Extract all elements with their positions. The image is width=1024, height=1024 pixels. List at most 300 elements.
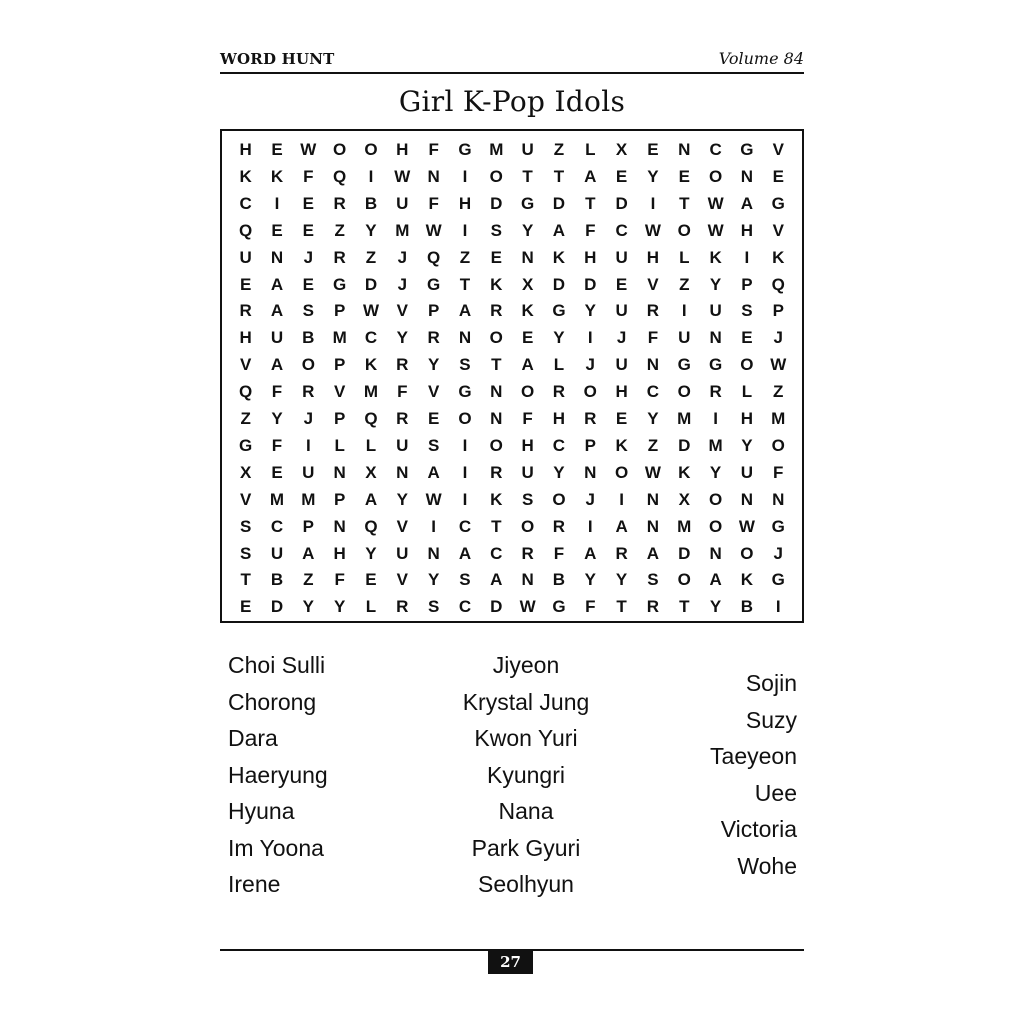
grid-letter: N bbox=[646, 516, 660, 536]
grid-letter: A bbox=[270, 355, 284, 375]
grid-letter: C bbox=[239, 193, 252, 213]
word-list-item: Kwon Yuri bbox=[474, 725, 578, 751]
grid-letter: Y bbox=[396, 328, 408, 348]
grid-letter: E bbox=[271, 220, 283, 240]
puzzle-title: Girl K-Pop Idols bbox=[398, 85, 626, 118]
grid-letter: G bbox=[771, 570, 785, 590]
grid-letter: J bbox=[397, 274, 408, 294]
grid-letter: A bbox=[364, 489, 378, 509]
grid-letter: U bbox=[396, 543, 409, 563]
grid-letter: G bbox=[239, 435, 253, 455]
volume-label: Volume 84 bbox=[718, 49, 804, 68]
grid-letter: C bbox=[458, 516, 472, 536]
grid-letter: M bbox=[269, 489, 285, 509]
grid-letter: B bbox=[740, 597, 754, 617]
grid-letter: B bbox=[302, 328, 315, 348]
grid-letter: D bbox=[584, 274, 597, 294]
grid-row bbox=[230, 405, 794, 432]
grid-letter: N bbox=[584, 462, 597, 482]
word-list-item: Suzy bbox=[745, 706, 797, 733]
grid-letter: O bbox=[677, 382, 691, 402]
grid-letter: Y bbox=[709, 597, 722, 617]
grid-letter: R bbox=[396, 597, 409, 617]
grid-letter: T bbox=[491, 516, 502, 536]
grid-letter: D bbox=[490, 597, 503, 617]
grid-letter: S bbox=[302, 301, 314, 321]
grid-letter: H bbox=[239, 328, 252, 348]
grid-letter: S bbox=[741, 301, 753, 321]
grid-letter: Y bbox=[584, 301, 596, 321]
grid-letter: E bbox=[302, 193, 314, 213]
word-list-item: Seolhyun bbox=[478, 871, 574, 897]
grid-letter: V bbox=[427, 382, 440, 402]
grid-letter: A bbox=[270, 274, 284, 294]
grid-letter: G bbox=[427, 274, 441, 294]
grid-letter: B bbox=[270, 570, 284, 590]
grid-letter: M bbox=[677, 409, 692, 428]
grid-letter: A bbox=[490, 570, 503, 590]
grid-letter: O bbox=[552, 489, 566, 509]
grid-letter: A bbox=[552, 220, 566, 240]
grid-letter: K bbox=[740, 570, 754, 590]
grid-letter: W bbox=[300, 140, 317, 159]
grid-row bbox=[230, 136, 794, 163]
grid-letter: K bbox=[270, 166, 284, 186]
word-list-item: Dara bbox=[228, 725, 278, 751]
grid-row bbox=[230, 163, 794, 190]
grid-letter: U bbox=[615, 355, 628, 375]
grid-letter: L bbox=[679, 247, 690, 267]
grid-letter: J bbox=[303, 409, 314, 428]
grid-letter: S bbox=[490, 220, 502, 240]
grid-letter: E bbox=[302, 220, 314, 240]
grid-letter: A bbox=[615, 516, 628, 536]
word-list-item: Choi Sulli bbox=[228, 652, 326, 678]
grid-letter: Z bbox=[334, 220, 345, 240]
grid-letter: J bbox=[616, 328, 627, 348]
grid-letter: F bbox=[553, 543, 565, 563]
grid-letter: N bbox=[740, 489, 754, 509]
grid-letter: O bbox=[458, 409, 472, 428]
word-list-item: Park Gyuri bbox=[471, 834, 581, 861]
grid-letter: O bbox=[301, 355, 315, 375]
grid-letter: D bbox=[552, 193, 566, 213]
grid-letter: Y bbox=[302, 597, 314, 617]
grid-letter: D bbox=[270, 597, 284, 617]
grid-letter: F bbox=[522, 409, 533, 428]
grid-letter: N bbox=[772, 489, 785, 509]
grid-letter: Y bbox=[647, 166, 659, 186]
grid-letter: Y bbox=[584, 570, 596, 590]
grid-letter: J bbox=[773, 328, 783, 348]
grid-letter: U bbox=[615, 301, 628, 321]
grid-letter: I bbox=[619, 489, 624, 509]
grid-letter: R bbox=[490, 301, 503, 321]
grid-letter: Q bbox=[239, 382, 253, 402]
word-list-item: Wohe bbox=[737, 852, 797, 879]
grid-letter: M bbox=[677, 516, 692, 536]
grid-letter: O bbox=[771, 435, 785, 455]
grid-letter: Y bbox=[553, 328, 565, 348]
grid-letter: P bbox=[333, 355, 346, 375]
grid-letter: I bbox=[462, 462, 468, 482]
grid-letter: K bbox=[490, 274, 503, 294]
grid-letter: Y bbox=[365, 543, 377, 563]
grid-letter: R bbox=[646, 301, 660, 321]
grid-letter: I bbox=[681, 301, 687, 321]
grid-letter: N bbox=[427, 543, 440, 563]
grid-letter: U bbox=[709, 301, 722, 321]
grid-letter: U bbox=[521, 462, 534, 482]
grid-letter: Z bbox=[679, 274, 690, 294]
grid-letter: O bbox=[708, 489, 723, 509]
grid-letter: O bbox=[333, 140, 347, 159]
grid-letter: D bbox=[364, 274, 378, 294]
series-title: WORD HUNT bbox=[220, 50, 335, 68]
grid-letter: O bbox=[677, 220, 691, 240]
grid-letter: E bbox=[647, 140, 659, 159]
grid-letter: A bbox=[270, 301, 284, 321]
grid-letter: R bbox=[552, 382, 566, 402]
grid-letter: W bbox=[362, 301, 379, 321]
grid-letter: X bbox=[615, 140, 628, 159]
grid-letter: O bbox=[489, 328, 503, 348]
grid-letter: E bbox=[615, 409, 628, 428]
grid-row bbox=[230, 271, 794, 298]
grid-letter: C bbox=[364, 328, 378, 348]
grid-letter: E bbox=[302, 274, 314, 294]
grid-letter: N bbox=[646, 489, 660, 509]
grid-letter: Y bbox=[427, 355, 440, 375]
grid-row bbox=[230, 324, 794, 351]
grid-letter: U bbox=[239, 247, 252, 267]
grid-letter: N bbox=[427, 166, 440, 186]
grid-letter: V bbox=[396, 301, 408, 321]
grid-letter: Z bbox=[647, 435, 659, 455]
grid-letter: R bbox=[552, 516, 566, 536]
grid-letter: B bbox=[552, 570, 566, 590]
grid-letter: T bbox=[616, 597, 627, 617]
grid-letter: G bbox=[552, 301, 566, 321]
grid-letter: V bbox=[647, 274, 659, 294]
word-list-column-1 bbox=[228, 647, 428, 903]
grid-letter: N bbox=[396, 462, 409, 482]
grid-letter: T bbox=[553, 166, 565, 186]
grid-letter: I bbox=[462, 489, 468, 509]
grid-letter: G bbox=[333, 274, 347, 294]
grid-letter: P bbox=[333, 489, 346, 509]
grid-letter: A bbox=[709, 570, 722, 590]
grid-letter: M bbox=[395, 220, 410, 240]
grid-letter: F bbox=[428, 140, 439, 159]
grid-row bbox=[230, 378, 794, 405]
word-list-item: Uee bbox=[754, 779, 797, 806]
grid-letter: P bbox=[302, 516, 314, 536]
grid-letter: L bbox=[365, 597, 377, 617]
grid-letter: Y bbox=[333, 597, 346, 617]
page-number: 27 bbox=[488, 951, 533, 974]
grid-letter: E bbox=[772, 166, 784, 186]
grid-letter: K bbox=[364, 355, 378, 375]
grid-letter: Y bbox=[396, 489, 408, 509]
grid-letter: T bbox=[491, 355, 502, 375]
grid-letter: O bbox=[708, 166, 723, 186]
grid-letter: H bbox=[646, 247, 660, 267]
grid-letter: A bbox=[584, 543, 597, 563]
grid-letter: C bbox=[709, 140, 722, 159]
grid-letter: F bbox=[428, 193, 439, 213]
grid-letter: G bbox=[677, 355, 691, 375]
grid-letter: A bbox=[302, 543, 315, 563]
grid-letter: H bbox=[239, 140, 252, 159]
grid-letter: C bbox=[646, 382, 660, 402]
grid-letter: D bbox=[615, 193, 628, 213]
grid-letter: M bbox=[489, 140, 504, 159]
grid-letter: E bbox=[615, 166, 628, 186]
grid-letter: G bbox=[771, 516, 785, 536]
grid-letter: Y bbox=[521, 220, 534, 240]
page-header bbox=[220, 48, 804, 74]
grid-letter: I bbox=[587, 328, 593, 348]
grid-letter: A bbox=[521, 355, 534, 375]
grid-letter: W bbox=[707, 220, 724, 240]
grid-letter: Y bbox=[553, 462, 565, 482]
grid-letter: W bbox=[425, 489, 442, 509]
grid-letter: Q bbox=[364, 516, 378, 536]
grid-letter: U bbox=[302, 462, 315, 482]
grid-letter: N bbox=[646, 355, 660, 375]
grid-letter: H bbox=[740, 220, 754, 240]
grid-letter: T bbox=[240, 570, 251, 590]
grid-row bbox=[230, 593, 794, 620]
grid-letter: D bbox=[678, 543, 691, 563]
grid-letter: W bbox=[519, 597, 536, 617]
grid-letter: Y bbox=[647, 409, 659, 428]
grid-letter: V bbox=[396, 516, 408, 536]
grid-letter: L bbox=[553, 355, 565, 375]
grid-letter: N bbox=[490, 409, 503, 428]
grid-row bbox=[230, 244, 794, 271]
word-list-item: Kyungri bbox=[487, 761, 565, 788]
grid-letter: N bbox=[270, 247, 284, 267]
grid-letter: R bbox=[490, 462, 503, 482]
grid-letter: Y bbox=[427, 570, 440, 590]
grid-letter: Y bbox=[365, 220, 377, 240]
grid-letter: F bbox=[334, 570, 345, 590]
grid-letter: H bbox=[552, 409, 566, 428]
grid-letter: I bbox=[744, 247, 750, 267]
grid-letter: F bbox=[647, 328, 659, 348]
grid-letter: W bbox=[707, 193, 724, 213]
grid-letter: J bbox=[397, 247, 408, 267]
grid-letter: G bbox=[740, 140, 754, 159]
grid-letter: U bbox=[270, 543, 284, 563]
grid-letter: Q bbox=[771, 274, 785, 294]
grid-row bbox=[230, 459, 794, 486]
grid-letter: C bbox=[270, 516, 284, 536]
grid-letter: H bbox=[458, 193, 472, 213]
grid-letter: M bbox=[771, 409, 786, 428]
grid-letter: A bbox=[427, 462, 440, 482]
grid-letter: H bbox=[740, 409, 754, 428]
word-list-item: Victoria bbox=[720, 816, 797, 842]
grid-letter: Y bbox=[709, 462, 722, 482]
grid-letter: Z bbox=[240, 409, 251, 428]
grid-letter: Z bbox=[773, 382, 784, 402]
grid-letter: C bbox=[552, 435, 566, 455]
grid-letter: X bbox=[678, 489, 690, 509]
grid-letter: I bbox=[587, 516, 593, 536]
grid-letter: P bbox=[741, 274, 753, 294]
grid-letter: G bbox=[708, 355, 723, 375]
grid-letter: K bbox=[615, 435, 628, 455]
grid-letter: A bbox=[458, 543, 472, 563]
grid-letter: T bbox=[522, 166, 533, 186]
grid-letter: S bbox=[521, 489, 534, 509]
grid-letter: Q bbox=[333, 166, 347, 186]
grid-letter: Z bbox=[553, 140, 565, 159]
grid-letter: F bbox=[585, 220, 596, 240]
grid-letter: W bbox=[644, 220, 661, 240]
word-list-item: Taeyeon bbox=[710, 743, 797, 769]
grid-letter: O bbox=[521, 382, 535, 402]
grid-row bbox=[230, 351, 794, 378]
grid-letter: J bbox=[773, 543, 783, 563]
grid-letter: G bbox=[521, 193, 535, 213]
grid-row bbox=[230, 540, 794, 567]
grid-letter: N bbox=[709, 328, 722, 348]
grid-letter: U bbox=[396, 193, 409, 213]
grid-letter: A bbox=[584, 166, 597, 186]
grid-letter: L bbox=[741, 382, 753, 402]
grid-row bbox=[230, 297, 794, 324]
grid-letter: R bbox=[646, 597, 660, 617]
grid-letter: R bbox=[333, 193, 346, 213]
grid-letter: K bbox=[772, 247, 785, 267]
grid-letter: E bbox=[271, 462, 283, 482]
grid-letter: F bbox=[773, 462, 784, 482]
grid-letter: O bbox=[583, 382, 597, 402]
grid-letter: U bbox=[521, 140, 534, 159]
grid-letter: V bbox=[772, 140, 784, 159]
grid-letter: Z bbox=[365, 247, 377, 267]
grid-letter: F bbox=[303, 166, 314, 186]
grid-letter: F bbox=[271, 435, 283, 455]
grid-letter: R bbox=[427, 328, 440, 348]
grid-letter: N bbox=[333, 516, 346, 536]
grid-letter: E bbox=[615, 274, 628, 294]
grid-letter: W bbox=[644, 462, 661, 482]
grid-letter: R bbox=[709, 382, 722, 402]
grid-letter: Q bbox=[239, 220, 253, 240]
grid-letter: O bbox=[614, 462, 629, 482]
grid-letter: K bbox=[239, 166, 252, 186]
grid-letter: P bbox=[584, 435, 596, 455]
grid-letter: R bbox=[239, 301, 252, 321]
grid-letter: R bbox=[396, 409, 409, 428]
word-list-item: Sojin bbox=[745, 670, 797, 696]
grid-letter: T bbox=[679, 597, 690, 617]
grid-letter: N bbox=[458, 328, 472, 348]
grid-letter: K bbox=[678, 462, 691, 482]
grid-letter: N bbox=[709, 543, 722, 563]
grid-letter: Y bbox=[741, 435, 753, 455]
grid-letter: I bbox=[431, 516, 436, 536]
letter-grid bbox=[220, 129, 804, 623]
grid-letter: O bbox=[740, 543, 754, 563]
grid-letter: V bbox=[772, 220, 784, 240]
grid-letter: E bbox=[427, 409, 440, 428]
grid-letter: A bbox=[646, 543, 660, 563]
grid-letter: S bbox=[239, 516, 252, 536]
grid-letter: O bbox=[521, 516, 535, 536]
grid-letter: S bbox=[239, 543, 252, 563]
grid-letter: U bbox=[615, 247, 628, 267]
word-list-column-2 bbox=[426, 647, 626, 903]
word-list-item: Haeryung bbox=[228, 761, 328, 788]
grid-letter: K bbox=[552, 247, 566, 267]
grid-letter: M bbox=[332, 328, 347, 348]
grid-letter: U bbox=[740, 462, 754, 482]
grid-letter: G bbox=[458, 382, 472, 402]
grid-letter: A bbox=[740, 193, 754, 213]
grid-letter: U bbox=[678, 328, 691, 348]
grid-letter: H bbox=[521, 435, 534, 455]
grid-letter: G bbox=[458, 140, 472, 159]
grid-letter: K bbox=[709, 247, 722, 267]
grid-letter: N bbox=[521, 247, 534, 267]
grid-letter: V bbox=[333, 382, 346, 402]
grid-letter: E bbox=[521, 328, 534, 348]
grid-letter: P bbox=[333, 409, 346, 428]
grid-letter: S bbox=[459, 355, 471, 375]
grid-letter: X bbox=[365, 462, 377, 482]
word-list-item: Krystal Jung bbox=[462, 688, 590, 715]
grid-letter: G bbox=[552, 597, 566, 617]
word-list-item: Irene bbox=[228, 871, 281, 897]
grid-letter: O bbox=[740, 355, 754, 375]
grid-letter: E bbox=[239, 274, 252, 294]
grid-letter: S bbox=[427, 435, 440, 455]
grid-letter: R bbox=[615, 543, 628, 563]
grid-letter: C bbox=[490, 543, 503, 563]
grid-letter: P bbox=[427, 301, 440, 321]
grid-letter: I bbox=[368, 166, 374, 186]
grid-letter: E bbox=[271, 140, 283, 159]
grid-letter: D bbox=[678, 435, 691, 455]
grid-letter: R bbox=[584, 409, 597, 428]
grid-letter: E bbox=[239, 597, 252, 617]
grid-letter: I bbox=[713, 409, 718, 428]
grid-letter: F bbox=[397, 382, 408, 402]
grid-letter: S bbox=[427, 597, 440, 617]
grid-letter: X bbox=[239, 462, 252, 482]
grid-letter: R bbox=[396, 355, 409, 375]
grid-letter: O bbox=[489, 435, 503, 455]
grid-letter: I bbox=[274, 193, 280, 213]
grid-letter: X bbox=[521, 274, 534, 294]
grid-letter: N bbox=[490, 382, 503, 402]
grid-letter: B bbox=[364, 193, 378, 213]
grid-letter: T bbox=[585, 193, 596, 213]
grid-letter: J bbox=[585, 489, 595, 509]
grid-letter: P bbox=[333, 301, 346, 321]
grid-letter: E bbox=[678, 166, 690, 186]
grid-letter: M bbox=[708, 435, 723, 455]
grid-letter: K bbox=[521, 301, 534, 321]
grid-letter: C bbox=[615, 220, 628, 240]
grid-letter: H bbox=[333, 543, 346, 563]
